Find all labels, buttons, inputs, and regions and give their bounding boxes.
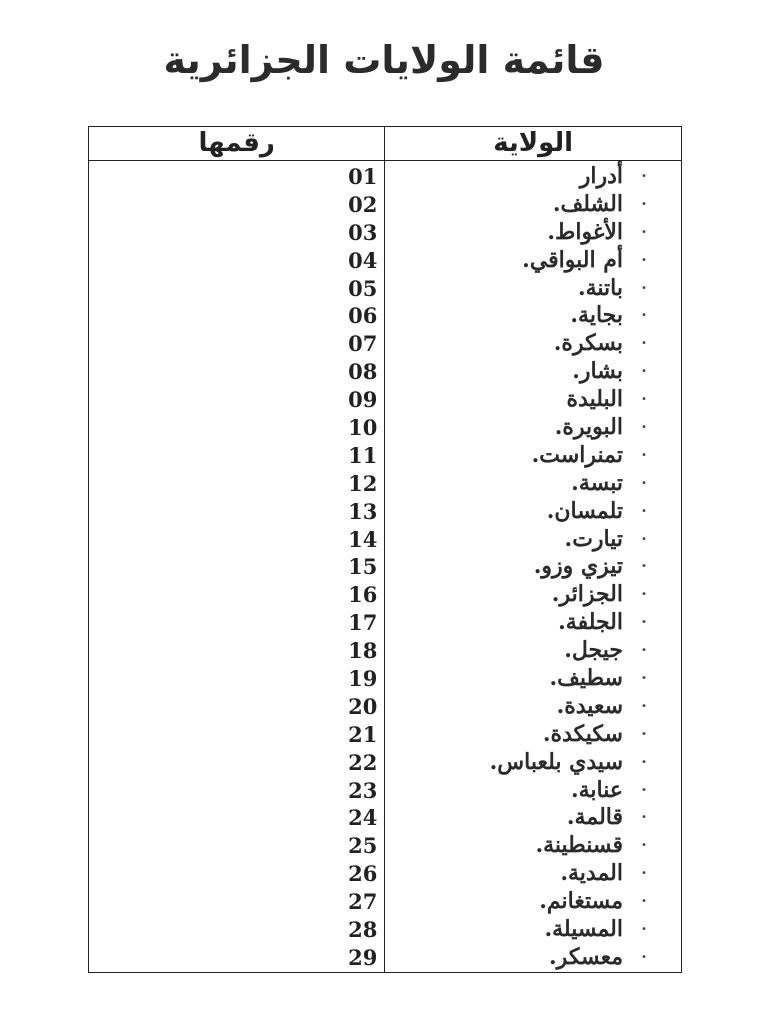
- bullet-dot-icon: •: [641, 533, 647, 545]
- list-item: [385, 916, 681, 944]
- list-item: [385, 330, 681, 358]
- wilaya-number: 25: [348, 833, 378, 859]
- table-header-row: [89, 127, 682, 161]
- wilaya-number: 01: [348, 164, 378, 189]
- bullet-dot-icon: •: [641, 394, 647, 406]
- table-body-row: [89, 161, 682, 973]
- list-item: [385, 832, 681, 860]
- wilaya-name: الأغواط.: [547, 218, 623, 245]
- wilaya-name: سعيدة.: [556, 692, 623, 719]
- wilaya-name: البويرة.: [554, 414, 623, 441]
- bullet-dot-icon: •: [641, 366, 647, 378]
- number-column: [89, 161, 385, 973]
- wilaya-name: سطيف.: [549, 665, 623, 692]
- wilaya-number: 29: [348, 944, 378, 970]
- bullet-dot-icon: •: [641, 505, 647, 517]
- wilaya-list: [385, 163, 681, 972]
- wilaya-number: 03: [348, 219, 378, 245]
- wilaya-number: 15: [348, 554, 378, 580]
- wilaya-number: 10: [348, 415, 378, 441]
- bullet-dot-icon: •: [641, 282, 647, 294]
- wilaya-number: 18: [348, 638, 378, 664]
- wilaya-number: 02: [348, 191, 378, 217]
- bullet-dot-icon: •: [641, 645, 647, 657]
- wilaya-name: مستغانم.: [539, 888, 623, 915]
- list-item: [385, 888, 681, 916]
- wilaya-name: المدية.: [560, 860, 623, 887]
- wilaya-number: 24: [348, 805, 378, 831]
- wilaya-number: 19: [348, 666, 378, 692]
- wilaya-number: 20: [348, 693, 378, 719]
- wilaya-name: الشلف.: [552, 190, 623, 217]
- wilaya-name: تيزي وزو.: [533, 553, 623, 580]
- list-item: [385, 581, 681, 609]
- list-item: [385, 526, 681, 554]
- wilaya-number: 08: [348, 359, 378, 385]
- wilaya-name: أم البواقي.: [522, 246, 623, 273]
- wilaya-name: بشار.: [572, 358, 623, 385]
- wilaya-number: 13: [348, 498, 378, 524]
- list-item: [385, 944, 681, 972]
- list-item: [385, 804, 681, 832]
- list-item: [385, 609, 681, 637]
- wilaya-number: 16: [348, 582, 378, 608]
- wilaya-number: 04: [348, 247, 378, 273]
- wilaya-number: 22: [348, 749, 378, 775]
- list-item: [385, 749, 681, 777]
- wilaya-name: سيدي بلعباس.: [489, 748, 623, 775]
- list-item: [385, 191, 681, 219]
- bullet-dot-icon: •: [641, 700, 647, 712]
- list-item: [385, 163, 681, 191]
- list-item: [385, 442, 681, 470]
- wilaya-name: قسنطينة.: [535, 832, 623, 859]
- wilaya-name: معسكر.: [549, 943, 623, 970]
- wilaya-number: 21: [348, 721, 378, 747]
- bullet-dot-icon: •: [641, 812, 647, 824]
- bullet-dot-icon: •: [641, 784, 647, 796]
- bullet-dot-icon: •: [641, 254, 647, 266]
- bullet-dot-icon: •: [641, 449, 647, 461]
- wilaya-name: المسيلة.: [544, 916, 623, 943]
- header-wilaya: الولاية: [385, 127, 682, 161]
- list-item: [385, 693, 681, 721]
- wilaya-name: بسكرة.: [553, 330, 623, 357]
- wilaya-number: 09: [348, 387, 378, 413]
- list-item: [385, 358, 681, 386]
- wilaya-table: [88, 126, 682, 973]
- bullet-dot-icon: •: [641, 924, 647, 936]
- wilaya-number: 14: [348, 526, 378, 552]
- wilaya-number: 12: [348, 470, 378, 496]
- wilaya-number: 05: [348, 275, 378, 301]
- bullet-dot-icon: •: [641, 896, 647, 908]
- bullet-dot-icon: •: [641, 198, 647, 210]
- bullet-dot-icon: •: [641, 728, 647, 740]
- wilaya-column: [385, 161, 682, 973]
- list-item: [385, 498, 681, 526]
- bullet-dot-icon: •: [641, 868, 647, 880]
- list-item: [385, 219, 681, 247]
- wilaya-name: سكيكدة.: [542, 720, 623, 747]
- page-title: قائمة الولايات الجزائرية: [163, 38, 605, 82]
- wilaya-name: البليدة: [566, 386, 623, 413]
- wilaya-name: تمنراست.: [531, 441, 623, 468]
- bullet-dot-icon: •: [641, 951, 647, 963]
- wilaya-name: جيجل.: [564, 637, 623, 664]
- list-item: [385, 721, 681, 749]
- bullet-dot-icon: •: [641, 561, 647, 573]
- list-item: [385, 637, 681, 665]
- bullet-dot-icon: •: [641, 477, 647, 489]
- wilaya-number: 27: [348, 889, 378, 915]
- wilaya-name: تلمسان.: [546, 497, 623, 524]
- wilaya-number: 17: [348, 610, 378, 636]
- wilaya-name: تبسة.: [571, 469, 623, 496]
- wilaya-name: الجزائر.: [551, 581, 623, 608]
- bullet-dot-icon: •: [641, 226, 647, 238]
- bullet-dot-icon: •: [641, 840, 647, 852]
- wilaya-name: قالمة.: [566, 804, 623, 831]
- list-item: [385, 275, 681, 303]
- list-item: [385, 386, 681, 414]
- wilaya-number: 26: [348, 861, 378, 887]
- list-item: [385, 247, 681, 275]
- wilaya-number: 06: [348, 303, 378, 329]
- list-item: [385, 414, 681, 442]
- wilaya-name: باتنة.: [577, 274, 623, 301]
- bullet-dot-icon: •: [641, 756, 647, 768]
- header-number: رقمها: [89, 127, 385, 161]
- wilaya-number: 23: [348, 777, 378, 803]
- bullet-dot-icon: •: [641, 310, 647, 322]
- bullet-dot-icon: •: [641, 589, 647, 601]
- bullet-dot-icon: •: [641, 422, 647, 434]
- wilaya-name: أدرار: [579, 163, 623, 189]
- wilaya-name: بجاية.: [570, 302, 623, 329]
- list-item: [385, 302, 681, 330]
- wilaya-name: عنابة.: [570, 776, 623, 803]
- bullet-dot-icon: •: [641, 617, 647, 629]
- wilaya-number: 28: [348, 917, 378, 943]
- list-item: [385, 470, 681, 498]
- wilaya-number: 11: [348, 442, 378, 468]
- bullet-dot-icon: •: [641, 673, 647, 685]
- wilaya-number: 07: [348, 331, 378, 357]
- number-list: [89, 163, 384, 972]
- list-item: [385, 665, 681, 693]
- wilaya-name: تيارت.: [564, 525, 623, 552]
- list-item: [385, 553, 681, 581]
- list-item: [385, 777, 681, 805]
- bullet-dot-icon: •: [641, 338, 647, 350]
- list-item: [385, 860, 681, 888]
- bullet-dot-icon: •: [641, 171, 647, 182]
- wilaya-name: الجلفة.: [558, 609, 623, 636]
